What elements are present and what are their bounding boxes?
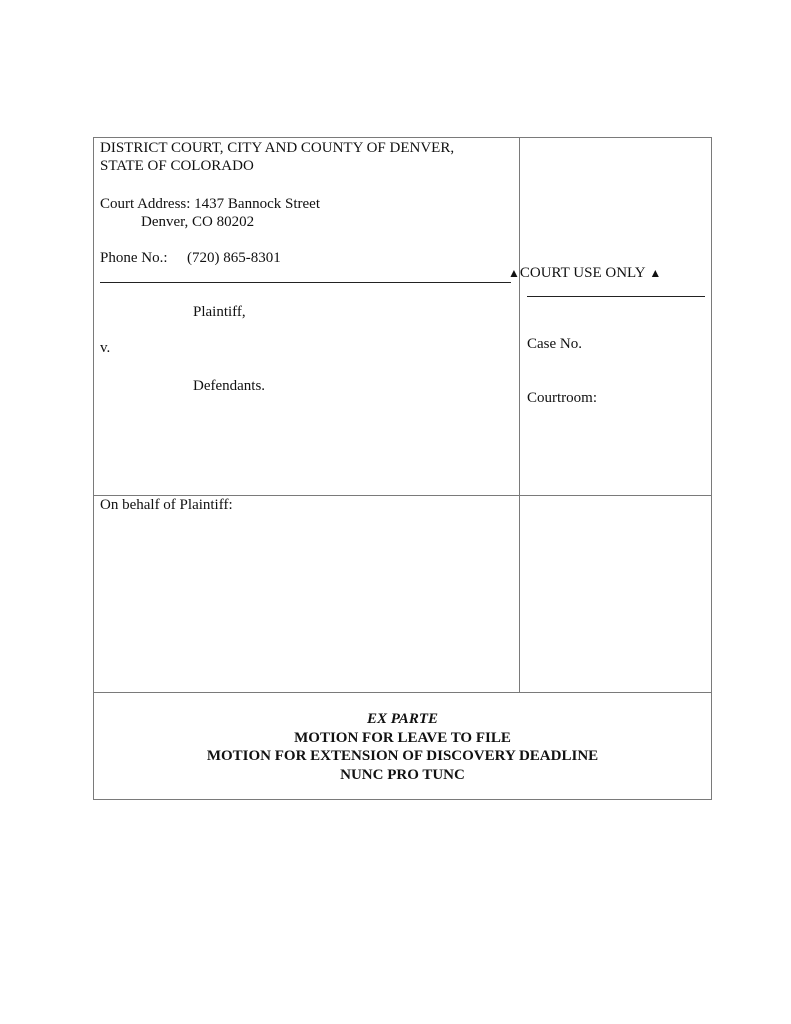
title-line-nunc-pro-tunc: NUNC PRO TUNC: [340, 766, 465, 783]
court-name-line1: DISTRICT COURT, CITY AND COUNTY OF DENVER,: [100, 140, 455, 156]
title-line-leave: MOTION FOR LEAVE TO FILE: [294, 729, 511, 746]
court-use-only: [508, 264, 661, 282]
title-line-extension: MOTION FOR EXTENSION OF DISCOVERY DEADLINE: [206, 748, 599, 764]
court-address-label: Court Address:: [100, 196, 191, 212]
versus-label: v.: [100, 340, 111, 356]
row-divider-bottom: [94, 692, 711, 693]
court-name-line2: STATE OF COLORADO: [100, 158, 254, 174]
court-phone-value: (720) 865-8301: [187, 250, 281, 266]
counsel-label: On behalf of Plaintiff:: [100, 497, 233, 513]
up-triangle-icon: ▲: [508, 266, 520, 280]
court-use-underline: [527, 296, 705, 297]
court-address-city: Denver, CO 80202: [141, 214, 255, 230]
courtroom-label: Courtroom:: [527, 390, 597, 406]
court-info-underline: [100, 282, 511, 283]
court-address-street: 1437 Bannock Street: [194, 196, 320, 212]
court-phone-label: Phone No.:: [100, 250, 168, 266]
plaintiff-label: Plaintiff,: [193, 304, 246, 320]
title-line-ex-parte: EX PARTE: [367, 711, 438, 727]
column-divider: [519, 138, 520, 692]
court-address: [100, 195, 320, 213]
case-number-label: Case No.: [527, 336, 582, 352]
defendants-label: Defendants.: [193, 378, 266, 394]
up-triangle-icon: ▲: [649, 266, 662, 280]
court-use-only-label: COURT USE ONLY: [519, 265, 646, 281]
document-title: [94, 710, 711, 784]
caption-table: [93, 137, 712, 800]
